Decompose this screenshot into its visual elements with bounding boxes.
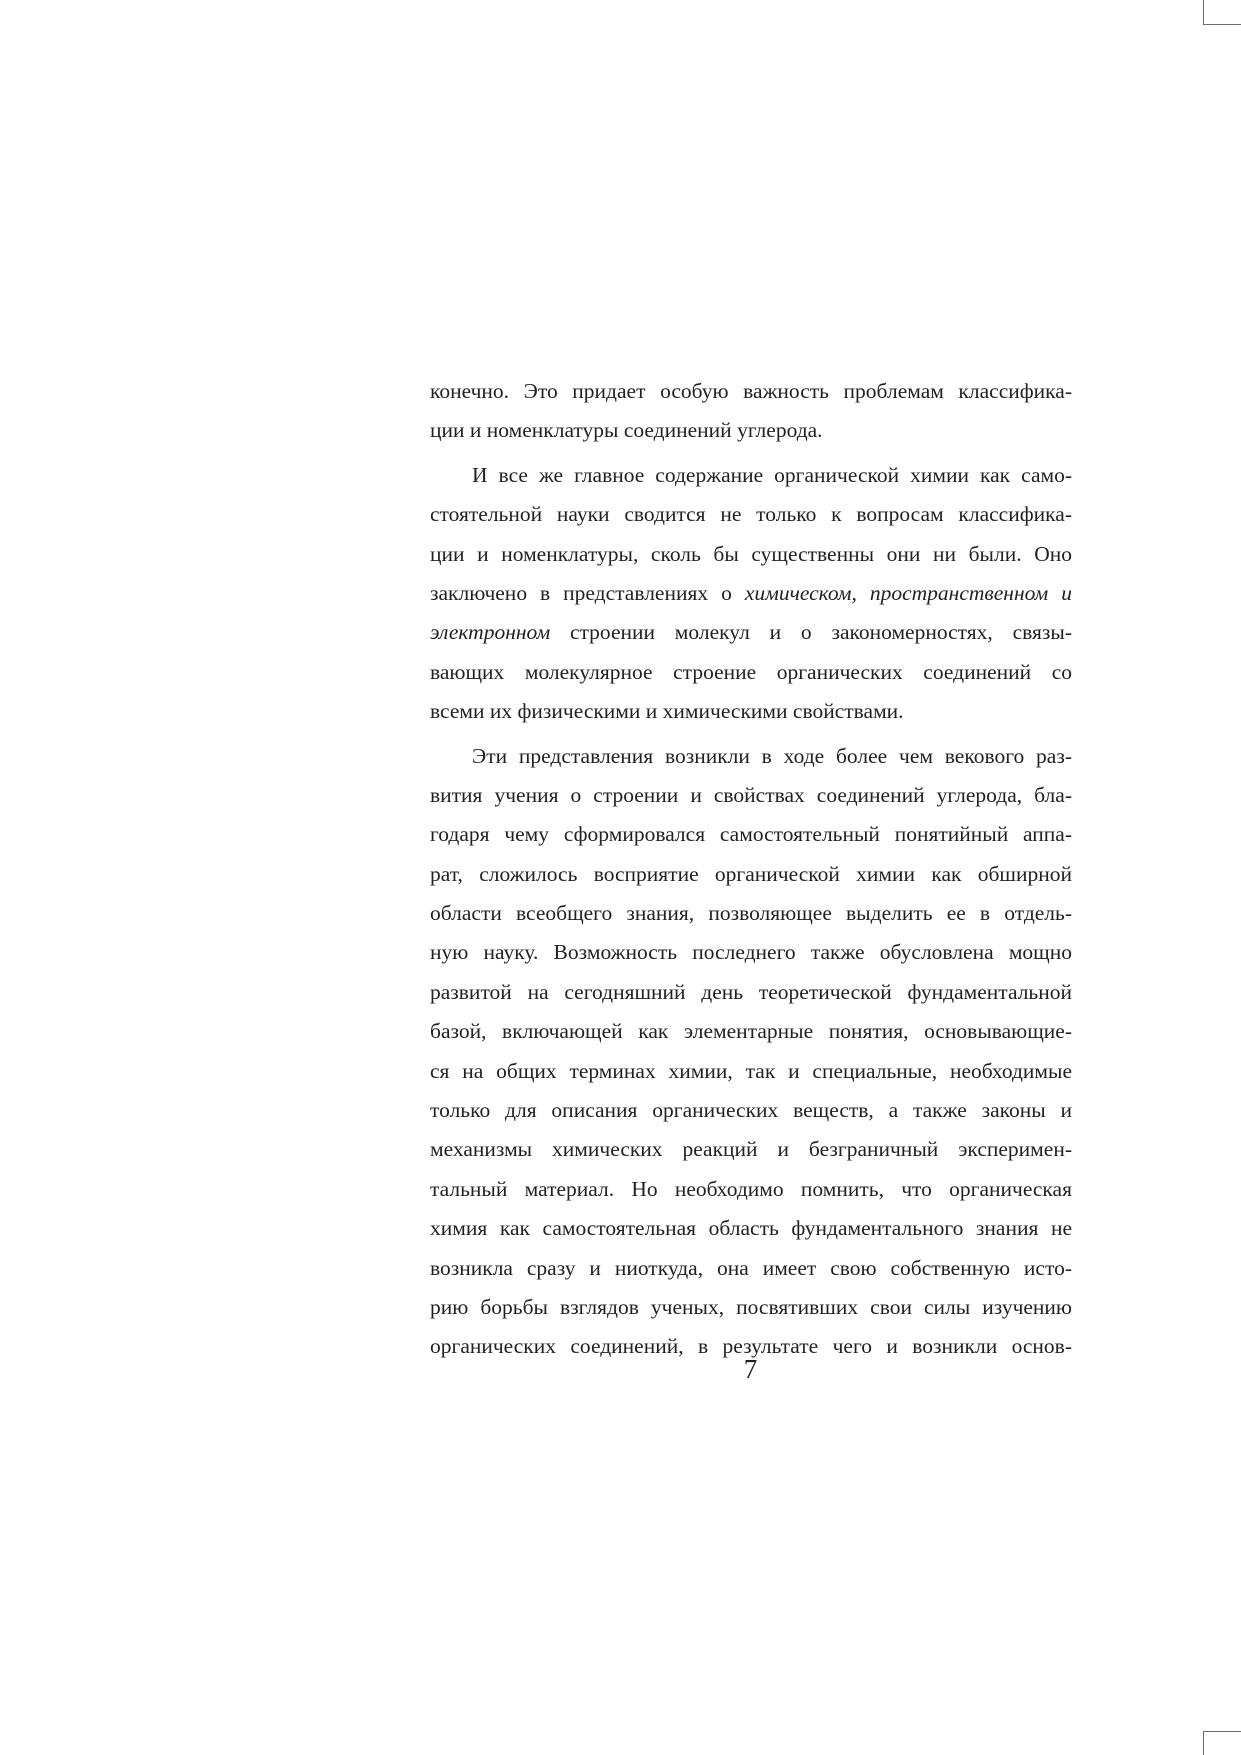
body-text [430,372,1072,1367]
text-line [430,613,1072,652]
text-line: вития учения о строении и свойствах соединений углерода, бла- [430,782,1072,807]
text-line: стоятельной науки сводится не только к вопросам классифика- [430,502,1072,527]
page-number-text: 7 [743,1354,758,1384]
text-line: базой, включающей как элементарные понятия, основывающие- [430,1019,1072,1044]
text-line: механизмы химических реакций и безграничный эксперимен- [430,1137,1072,1162]
text-line: ную науку. Возможность последнего также обусловлена мощно [430,940,1072,965]
page-number [0,1352,1241,1386]
text-line: Эти представления возникли в ходе более чем векового раз- [472,743,1072,768]
text-line: органических соединений, в результате чего и возникли основ- [430,1334,1072,1359]
text-line: И все же главное содержание органической химии как само- [472,462,1072,487]
paragraph-1 [430,372,1072,451]
text-line: химия как самостоятельная область фундаментального знания не [430,1216,1072,1241]
text-line: рию борьбы взглядов ученых, посвятивших свои силы изучению [430,1294,1072,1319]
text-line: ции и номенклатуры, сколь бы существенны они ни были. Оно [430,541,1072,566]
crop-mark-bottom-right-vertical [1203,1731,1204,1755]
text-line: рат, сложилось восприятие органической химии как обширной [430,861,1072,886]
text-line: вающих молекулярное строение органических соединений со [430,659,1072,684]
crop-mark-top-right-vertical [1203,0,1204,24]
text-line: ся на общих терминах химии, так и специальные, необходимые [430,1058,1072,1083]
italic-term: электронном [430,620,551,645]
text-line: развитой на сегодняшний день теоретической фундаментальной [430,979,1072,1004]
italic-term: химическом, пространственном и [744,580,1072,605]
text-line: области всеобщего знания, позволяющее выделить ее в отдель- [430,901,1072,926]
text-line: только для описания органических веществ, а также законы и [430,1098,1072,1123]
paragraph-2 [430,456,1072,732]
crop-mark-top-right-horizontal [1203,24,1241,25]
crop-mark-bottom-right-horizontal [1203,1731,1241,1732]
text-line: ции и номенклатуры соединений углерода. [430,418,823,443]
text-line: всеми их физическими и химическими свойствами. [430,699,904,724]
text-line: возникла сразу и ниоткуда, она имеет свою собственную исто- [430,1255,1072,1280]
text-line [430,574,1072,613]
text-line: тальный материал. Но необходимо помнить, что органическая [430,1176,1072,1201]
text-line: годаря чему сформировался самостоятельный понятийный аппа- [430,822,1072,847]
text-fragment: строении молекул и о закономерностях, связы- [550,620,1072,645]
paragraph-3 [430,737,1072,1367]
text-fragment: заключено в представлениях о [430,580,745,605]
text-line: конечно. Это придает особую важность проблемам классифика- [430,379,1072,403]
